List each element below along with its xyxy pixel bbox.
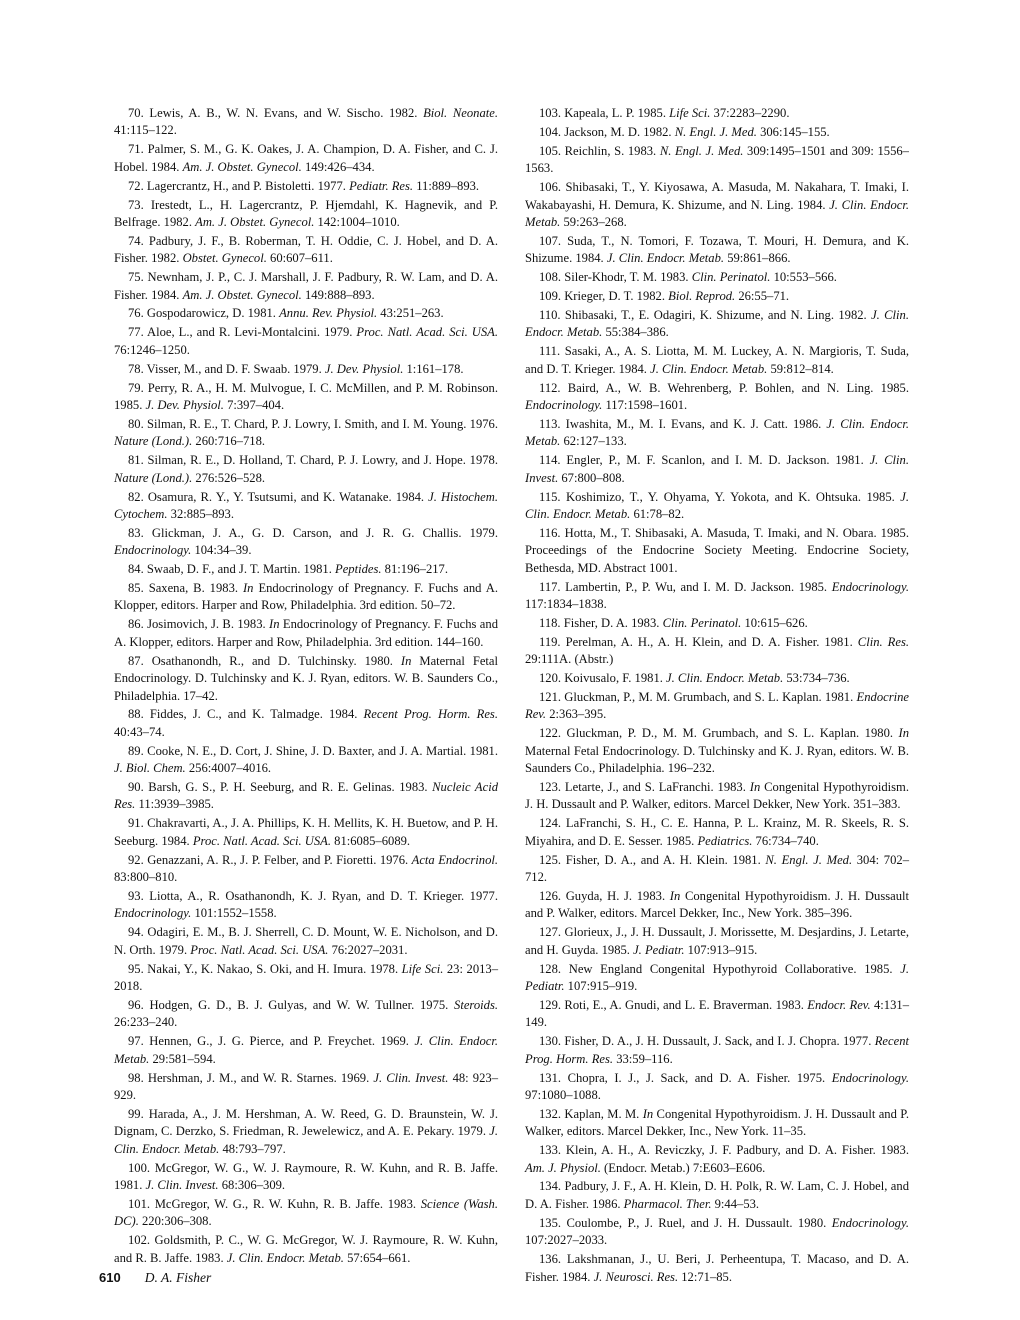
reference-citation: 60:607–611. bbox=[266, 251, 333, 266]
reference-journal: In bbox=[242, 581, 254, 596]
reference-journal: Life Sci. bbox=[669, 106, 711, 120]
references-left-column bbox=[114, 105, 498, 1269]
reference-text: 119. Perelman, A. H., A. H. Klein, and D. A. Fisher. 1981. bbox=[539, 634, 858, 649]
reference-citation: 81:196–217. bbox=[381, 562, 448, 577]
reference-citation: 32:885–893. bbox=[167, 506, 234, 521]
reference-journal: Pharmacol. Ther. bbox=[623, 1196, 712, 1211]
reference-citation: Endocrinology of Pregnancy. F. Fuchs and A. Klopper, editors. Harper and Row, Philadelphia. 3rd edition. 144–160. bbox=[114, 617, 498, 649]
reference-citation: 23: 2013–2018. bbox=[114, 961, 499, 993]
reference-citation: 62:127–133. bbox=[560, 434, 627, 449]
reference-journal: Endocrinology. bbox=[525, 398, 603, 412]
reference-text: 104. Jackson, M. D. 1982. bbox=[539, 124, 675, 139]
reference-entry bbox=[525, 725, 909, 777]
reference-text: 107. Suda, T., N. Tomori, F. Tozawa, T. Mouri, H. Demura, and K. Shizume. 1984. bbox=[525, 233, 909, 266]
reference-entry bbox=[525, 1215, 909, 1250]
reference-citation: 4:131–149. bbox=[525, 997, 909, 1030]
reference-text: 99. Harada, A., J. M. Hershman, A. W. Reed, G. D. Braunstein, W. J. Dignam, C. Derzko, S. Friedman, R. Jewelewicz, and A. E. Pekary. 1979. bbox=[114, 1106, 498, 1139]
reference-journal: In bbox=[642, 1106, 654, 1121]
reference-text: 122. Gluckman, P. D., M. M. Grumbach, and S. L. Kaplan. 1980. bbox=[539, 726, 899, 741]
reference-citation: 40:43–74. bbox=[114, 724, 165, 739]
reference-text: 134. Padbury, J. F., A. H. Klein, D. H. Polk, R. W. Lam, C. J. Hobel, and D. A. Fisher. 1986. bbox=[525, 1179, 909, 1211]
reference-text: 90. Barsh, G. S., P. H. Seeburg, and R. E. Gelinas. 1983. bbox=[128, 780, 433, 795]
reference-journal: Biol. Neonate. bbox=[423, 106, 498, 120]
reference-citation: 33:59–116. bbox=[613, 1051, 673, 1066]
reference-entry bbox=[114, 888, 498, 923]
reference-entry bbox=[525, 452, 909, 487]
reference-journal: In bbox=[669, 888, 681, 903]
reference-journal: Clin. Res. bbox=[857, 634, 910, 649]
reference-entry bbox=[525, 579, 909, 614]
reference-journal: J. Histochem. Cytochem. bbox=[114, 489, 498, 521]
reference-text: 132. Kaplan, M. M. bbox=[539, 1106, 643, 1121]
reference-entry bbox=[525, 1106, 909, 1141]
reference-entry bbox=[525, 997, 909, 1032]
reference-entry bbox=[114, 105, 498, 140]
reference-text: 93. Liotta, A., R. Osathanondh, K. J. Ryan, and D. T. Krieger. 1977. bbox=[128, 888, 498, 903]
reference-text: 88. Fiddes, J. C., and K. Talmadge. 1984. bbox=[128, 707, 364, 722]
reference-citation: Maternal Fetal Endocrinology. D. Tulchinsky and K. J. Ryan, editors. W. B. Saunders Co., Philadelphia. 17–42. bbox=[114, 653, 498, 703]
reference-journal: Endocrine Rev. bbox=[525, 690, 909, 722]
reference-text: 126. Guyda, H. J. 1983. bbox=[539, 888, 670, 903]
reference-entry bbox=[114, 580, 498, 615]
reference-journal: J. Clin. Endocr. Metab. bbox=[525, 307, 909, 340]
reference-entry bbox=[114, 178, 498, 195]
reference-text: 130. Fisher, D. A., J. H. Dussault, J. Sack, and I. J. Chopra. 1977. bbox=[539, 1034, 875, 1049]
reference-text: 105. Reichlin, S. 1983. bbox=[539, 143, 660, 158]
reference-entry bbox=[525, 1178, 909, 1213]
reference-citation: 48: 923–929. bbox=[114, 1070, 498, 1102]
reference-journal: Recent Prog. Horm. Res. bbox=[525, 1034, 909, 1066]
reference-citation: 2:363–395. bbox=[546, 707, 607, 722]
reference-entry bbox=[114, 1196, 498, 1231]
reference-entry bbox=[525, 380, 909, 415]
reference-entry bbox=[525, 179, 909, 231]
reference-entry bbox=[114, 1070, 498, 1105]
reference-text: 131. Chopra, I. J., J. Sack, and D. A. Fisher. 1975. bbox=[539, 1070, 832, 1085]
reference-entry bbox=[525, 288, 909, 305]
reference-entry bbox=[525, 105, 909, 122]
reference-journal: J. Clin. Endocr. Metab. bbox=[525, 489, 909, 521]
reference-journal: Endocrinology. bbox=[114, 906, 192, 921]
reference-entry bbox=[525, 416, 909, 451]
reference-citation: Congenital Hypothyroidism. J. H. Dussault and P. Walker, editors. Marcel Dekker, New York. 351–383. bbox=[525, 780, 909, 812]
reference-citation: 59:861–866. bbox=[724, 251, 791, 266]
reference-journal: Endocrinology. bbox=[831, 1070, 909, 1085]
reference-text: 103. Kapeala, L. P. 1985. bbox=[539, 106, 670, 120]
reference-entry bbox=[114, 269, 498, 304]
reference-citation: 7:397–404. bbox=[223, 398, 285, 412]
reference-journal: J. Clin. Invest. bbox=[145, 1177, 219, 1192]
reference-citation: 68:306–309. bbox=[218, 1177, 286, 1192]
reference-journal: J. Clin. Endocr. Metab. bbox=[525, 197, 909, 229]
reference-journal: Am. J. Obstet. Gynecol. bbox=[195, 214, 315, 229]
reference-text: 94. Odagiri, E. M., B. J. Sherrell, C. D. Mount, W. E. Nicholson, and D. N. Orth. 1979. bbox=[114, 925, 498, 957]
reference-citation: Congenital Hypothyroidism. J. H. Dussault and P. Walker, editors. Marcel Dekker, Inc., New York. 11–35. bbox=[525, 1106, 909, 1139]
reference-text: 74. Padbury, J. F., B. Roberman, T. H. Oddie, C. J. Hobel, and D. A. Fisher. 1982. bbox=[114, 233, 498, 266]
reference-journal: J. Biol. Chem. bbox=[114, 761, 186, 776]
reference-entry bbox=[114, 1160, 498, 1195]
reference-text: 118. Fisher, D. A. 1983. bbox=[539, 615, 663, 630]
reference-citation: 11:889–893. bbox=[413, 178, 480, 193]
reference-journal: Recent Prog. Horm. Res. bbox=[363, 707, 498, 722]
reference-entry bbox=[114, 525, 498, 560]
page-number: 610 bbox=[99, 1270, 121, 1285]
reference-journal: Nature (Lond.). bbox=[114, 434, 193, 449]
reference-journal: J. Clin. Endocr. Metab. bbox=[114, 1124, 498, 1156]
reference-entry bbox=[525, 343, 909, 378]
reference-entry bbox=[114, 924, 498, 959]
reference-citation: 149:888–893. bbox=[301, 287, 375, 302]
reference-entry bbox=[525, 124, 909, 141]
reference-text: 121. Gluckman, P., M. M. Grumbach, and S. L. Kaplan. 1981. bbox=[539, 690, 857, 704]
reference-journal: Endocr. Rev. bbox=[807, 997, 871, 1012]
reference-entry bbox=[525, 615, 909, 632]
reference-entry bbox=[114, 997, 498, 1032]
reference-text: 124. LaFranchi, S. H., C. E. Hanna, P. L. Krainz, M. R. Skeels, R. S. Miyahira, and D. E. Sesser. 1985. bbox=[525, 816, 909, 848]
reference-journal: J. Clin. Invest. bbox=[373, 1070, 449, 1085]
reference-entry bbox=[114, 361, 498, 378]
reference-entry bbox=[114, 815, 498, 850]
reference-journal: J. Pediatr. bbox=[525, 961, 909, 993]
reference-entry bbox=[525, 307, 909, 342]
reference-entry bbox=[525, 143, 909, 178]
reference-journal: Am. J. Obstet. Gynecol. bbox=[182, 159, 302, 174]
reference-text: 72. Lagercrantz, H., and P. Bistoletti. 1977. bbox=[128, 178, 350, 193]
reference-entry bbox=[114, 616, 498, 651]
reference-entry bbox=[114, 1232, 498, 1267]
reference-text: 76. Gospodarowicz, D. 1981. bbox=[128, 306, 280, 321]
reference-citation: 306:145–155. bbox=[756, 124, 830, 139]
reference-journal: In bbox=[749, 780, 761, 795]
reference-text: 115. Koshimizo, T., Y. Ohyama, Y. Yokota, and K. Ohtsuka. 1985. bbox=[539, 489, 901, 504]
reference-entry bbox=[114, 561, 498, 578]
reference-entry bbox=[525, 634, 909, 669]
reference-journal: Obstet. Gynecol. bbox=[182, 251, 267, 266]
reference-text: 87. Osathanondh, R., and D. Tulchinsky. 1980. bbox=[128, 653, 401, 668]
reference-entry bbox=[114, 324, 498, 359]
reference-journal: N. Engl. J. Med. bbox=[674, 124, 757, 139]
reference-text: 108. Siler-Khodr, T. M. 1983. bbox=[539, 270, 692, 285]
reference-citation: 29:111A. (Abstr.) bbox=[525, 652, 614, 667]
reference-text: 95. Nakai, Y., K. Nakao, S. Oki, and H. Imura. 1978. bbox=[128, 961, 402, 976]
reference-entry bbox=[525, 815, 909, 850]
reference-entry bbox=[525, 852, 909, 887]
reference-journal: Endocrinology. bbox=[831, 579, 909, 594]
reference-journal: Clin. Perinatol. bbox=[691, 270, 771, 285]
reference-journal: N. Engl. J. Med. bbox=[765, 852, 853, 867]
reference-citation: 107:913–915. bbox=[684, 942, 758, 957]
reference-entry bbox=[114, 743, 498, 778]
reference-entry bbox=[114, 961, 498, 996]
reference-entry bbox=[114, 233, 498, 268]
reference-text: 114. Engler, P., M. F. Scanlon, and I. M. D. Jackson. 1981. bbox=[539, 453, 870, 468]
reference-journal: Peptides. bbox=[335, 562, 382, 577]
reference-text: 75. Newnham, J. P., C. J. Marshall, J. F. Padbury, R. W. Lam, and D. A. Fisher. 1984. bbox=[114, 270, 498, 302]
reference-citation: 142:1004–1010. bbox=[314, 214, 400, 229]
reference-citation: 1:161–178. bbox=[403, 361, 464, 376]
reference-text: 91. Chakravarti, A., J. A. Phillips, K. H. Mellits, K. H. Buetow, and P. H. Seeburg. 1984. bbox=[114, 816, 498, 848]
reference-text: 70. Lewis, A. B., W. N. Evans, and W. Sischo. 1982. bbox=[128, 106, 424, 120]
reference-entry bbox=[114, 380, 498, 415]
reference-journal: Pediatrics. bbox=[697, 833, 753, 848]
reference-text: 82. Osamura, R. Y., Y. Tsutsumi, and K. Watanake. 1984. bbox=[128, 489, 429, 504]
reference-citation: 104:34–39. bbox=[191, 543, 252, 558]
reference-journal: Life Sci. bbox=[401, 961, 444, 976]
reference-entry bbox=[525, 1033, 909, 1068]
reference-text: 129. Roti, E., A. Gnudi, and L. E. Braverman. 1983. bbox=[539, 997, 808, 1012]
reference-text: 120. Koivusalo, F. 1981. bbox=[539, 671, 667, 686]
reference-citation: 76:1246–1250. bbox=[114, 342, 190, 357]
reference-journal: N. Engl. J. Med. bbox=[659, 143, 744, 158]
reference-text: 113. Iwashita, M., M. I. Evans, and K. J. Catt. 1986. bbox=[539, 416, 827, 431]
reference-text: 100. McGregor, W. G., W. J. Raymoure, R. W. Kuhn, and R. B. Jaffe. 1981. bbox=[114, 1160, 498, 1192]
reference-citation: 256:4007–4016. bbox=[185, 761, 272, 776]
reference-citation: 57:654–661. bbox=[343, 1250, 411, 1265]
reference-text: 101. McGregor, W. G., R. W. Kuhn, R. B. Jaffe. 1983. bbox=[128, 1196, 421, 1211]
reference-journal: Nature (Lond.). bbox=[114, 470, 193, 485]
page-footer bbox=[99, 1270, 211, 1286]
reference-citation: 304: 702–712. bbox=[525, 852, 909, 885]
reference-text: 77. Aloe, L., and R. Levi-Montalcini. 1979. bbox=[128, 325, 357, 340]
reference-journal: Endocrinology. bbox=[114, 543, 192, 558]
reference-entry bbox=[114, 1106, 498, 1158]
reference-citation: 76:734–740. bbox=[752, 833, 819, 848]
reference-citation: 83:800–810. bbox=[114, 870, 178, 885]
reference-citation: 309:1495–1501 and 309: 1556–1563. bbox=[525, 143, 909, 176]
reference-entry bbox=[525, 1251, 909, 1286]
reference-citation: 53:734–736. bbox=[783, 671, 850, 686]
reference-journal: J. Pediatr. bbox=[633, 942, 685, 957]
reference-citation: 48:793–797. bbox=[219, 1141, 286, 1156]
reference-journal: Annu. Rev. Physiol. bbox=[279, 306, 378, 321]
reference-citation: 26:233–240. bbox=[114, 1015, 178, 1030]
reference-journal: Proc. Natl. Acad. Sci. USA. bbox=[192, 833, 331, 848]
reference-citation: 81:6085–6089. bbox=[331, 833, 411, 848]
reference-text: 96. Hodgen, G. D., B. J. Gulyas, and W. W. Tullner. 1975. bbox=[128, 997, 455, 1012]
reference-text: 80. Silman, R. E., T. Chard, P. J. Lowry, I. Smith, and I. M. Young. 1976. bbox=[128, 416, 498, 431]
reference-journal: J. Clin. Endocr. Metab. bbox=[606, 251, 725, 266]
reference-journal: J. Dev. Physiol. bbox=[145, 398, 224, 412]
reference-text: 79. Perry, R. A., H. M. Mulvogue, I. C. McMillen, and P. M. Robinson. 1985. bbox=[114, 380, 498, 412]
reference-citation: Endocrinology of Pregnancy. F. Fuchs and A. Klopper, editors. Harper and Row, Philadelphia. 3rd edition. 50–72. bbox=[114, 581, 498, 613]
reference-text: 136. Lakshmanan, J., U. Beri, J. Perheentupa, T. Macaso, and D. A. Fisher. 1984. bbox=[525, 1252, 909, 1284]
reference-journal: Acta Endocrinol. bbox=[411, 852, 499, 867]
reference-entry bbox=[525, 689, 909, 724]
reference-journal: J. Clin. Endocr. Metab. bbox=[114, 1034, 498, 1066]
reference-text: 116. Hotta, M., T. Shibasaki, A. Masuda, T. Imaki, and N. Obara. 1985. Proceedings of the Endocrine Society Meeting. Endocrine Society, Bethesda, MD. Abstract 1001. bbox=[525, 525, 909, 575]
reference-journal: Nucleic Acid Res. bbox=[114, 780, 498, 812]
reference-journal: J. Clin. Endocr. Metab. bbox=[666, 671, 784, 686]
reference-citation: 61:78–82. bbox=[630, 506, 685, 521]
reference-citation: 59:263–268. bbox=[560, 214, 627, 229]
reference-citation: (Endocr. Metab.) 7:E603–E606. bbox=[600, 1160, 766, 1175]
reference-entry bbox=[114, 706, 498, 741]
reference-entry bbox=[525, 670, 909, 687]
reference-citation: 276:526–528. bbox=[192, 470, 266, 485]
reference-citation: 29:581–594. bbox=[149, 1051, 216, 1066]
reference-citation: 97:1080–1088. bbox=[525, 1087, 601, 1102]
reference-entry bbox=[114, 141, 498, 176]
reference-text: 85. Saxena, B. 1983. bbox=[128, 581, 243, 596]
reference-journal: In bbox=[400, 653, 412, 668]
reference-citation: 12:71–85. bbox=[678, 1269, 732, 1284]
reference-citation: 9:44–53. bbox=[711, 1196, 760, 1211]
reference-citation: 67:800–808. bbox=[558, 470, 625, 485]
reference-journal: Biol. Reprod. bbox=[668, 289, 736, 304]
reference-entry bbox=[525, 779, 909, 814]
reference-text: 109. Krieger, D. T. 1982. bbox=[539, 289, 669, 304]
reference-journal: Science (Wash. DC). bbox=[114, 1196, 498, 1229]
reference-citation: 26:55–71. bbox=[735, 289, 790, 304]
reference-entry bbox=[525, 1142, 909, 1177]
reference-entry bbox=[525, 888, 909, 923]
reference-journal: J. Clin. Invest. bbox=[525, 453, 909, 485]
reference-entry bbox=[114, 416, 498, 451]
reference-text: 128. New England Congenital Hypothyroid Collaborative. 1985. bbox=[539, 961, 901, 976]
reference-entry bbox=[525, 525, 909, 577]
reference-journal: J. Clin. Endocr. Metab. bbox=[226, 1250, 344, 1265]
reference-text: 127. Glorieux, J., J. H. Dussault, J. Morissette, M. Desjardins, J. Letarte, and H. Guyda. 1985. bbox=[525, 925, 909, 957]
reference-text: 89. Cooke, N. E., D. Cort, J. Shine, J. D. Baxter, and J. A. Martial. 1981. bbox=[128, 743, 498, 758]
reference-text: 86. Josimovich, J. B. 1983. bbox=[128, 617, 270, 632]
reference-journal: J. Neurosci. Res. bbox=[593, 1269, 679, 1284]
reference-citation: 59:812–814. bbox=[767, 361, 834, 376]
reference-text: 106. Shibasaki, T., Y. Kiyosawa, A. Masuda, M. Nakahara, T. Imaki, I. Wakabayashi, H. Demura, K. Shizume, and N. Ling. 1984. bbox=[525, 180, 909, 212]
reference-journal: J. Clin. Endocr. Metab. bbox=[525, 416, 909, 449]
reference-journal: In bbox=[898, 726, 909, 741]
reference-text: 123. Letarte, J., and S. LaFranchi. 1983. bbox=[539, 780, 750, 795]
reference-entry bbox=[114, 452, 498, 487]
reference-text: 83. Glickman, J. A., G. D. Carson, and J. R. G. Challis. 1979. bbox=[128, 525, 498, 540]
reference-citation: 101:1552–1558. bbox=[191, 906, 277, 921]
reference-entry bbox=[525, 489, 909, 524]
reference-entry bbox=[525, 924, 909, 959]
reference-citation: 117:1834–1838. bbox=[525, 596, 607, 611]
reference-entry bbox=[525, 961, 909, 996]
reference-citation: 11:3939–3985. bbox=[135, 797, 214, 812]
reference-citation: 117:1598–1601. bbox=[602, 398, 688, 412]
reference-citation: 220:306–308. bbox=[138, 1214, 212, 1229]
reference-journal: Am. J. Obstet. Gynecol. bbox=[182, 287, 302, 302]
reference-citation: 260:716–718. bbox=[192, 434, 266, 449]
running-author: D. A. Fisher bbox=[144, 1270, 212, 1285]
reference-text: 117. Lambertin, P., P. Wu, and I. M. D. Jackson. 1985. bbox=[539, 579, 832, 594]
reference-text: 135. Coulombe, P., J. Ruel, and J. H. Dussault. 1980. bbox=[539, 1215, 832, 1230]
reference-text: 84. Swaab, D. F., and J. T. Martin. 1981. bbox=[128, 562, 336, 577]
reference-text: 73. Irestedt, L., H. Lagercrantz, P. Hjemdahl, K. Hagnevik, and P. Belfrage. 1982. bbox=[114, 197, 498, 229]
reference-entry bbox=[114, 305, 498, 322]
reference-text: 125. Fisher, D. A., and A. H. Klein. 1981. bbox=[539, 852, 766, 867]
reference-journal: Proc. Natl. Acad. Sci. USA. bbox=[190, 942, 329, 957]
reference-citation: Congenital Hypothyroidism. J. H. Dussault and P. Walker, editors. Marcel Dekker, Inc., New York. 385–396. bbox=[525, 888, 909, 921]
reference-entry bbox=[114, 653, 498, 705]
reference-citation: 10:553–566. bbox=[770, 270, 837, 285]
reference-citation: 107:2027–2033. bbox=[525, 1233, 608, 1248]
reference-entry bbox=[114, 852, 498, 887]
reference-text: 71. Palmer, S. M., G. K. Oakes, J. A. Champion, D. A. Fisher, and C. J. Hobel. 1984. bbox=[114, 142, 498, 174]
references-right-column bbox=[525, 105, 909, 1287]
reference-journal: In bbox=[269, 617, 280, 632]
reference-citation: Maternal Fetal Endocrinology. D. Tulchinsky and K. J. Ryan, editors. W. B. Saunders Co., Philadelphia. 196–232. bbox=[525, 743, 909, 776]
reference-journal: Clin. Perinatol. bbox=[662, 615, 742, 630]
reference-journal: Pediatr. Res. bbox=[349, 178, 414, 193]
reference-text: 111. Sasaki, A., A. S. Liotta, M. M. Luckey, A. N. Margioris, T. Suda, and D. T. Krieger. 1984. bbox=[525, 344, 909, 376]
reference-entry bbox=[525, 1070, 909, 1105]
reference-citation: 55:384–386. bbox=[602, 325, 669, 340]
reference-entry bbox=[114, 779, 498, 814]
reference-text: 102. Goldsmith, P. C., W. G. McGregor, W. J. Raymoure, R. W. Kuhn, and R. B. Jaffe. 1983. bbox=[114, 1233, 498, 1265]
reference-citation: 37:2283–2290. bbox=[710, 106, 790, 120]
reference-text: 112. Baird, A., W. B. Wehrenberg, P. Bohlen, and N. Ling. 1985. bbox=[539, 380, 909, 395]
reference-text: 98. Hershman, J. M., and W. R. Starnes. 1969. bbox=[128, 1070, 374, 1085]
reference-text: 133. Klein, A. H., A. Reviczky, J. F. Padbury, and D. A. Fisher. 1983. bbox=[539, 1143, 909, 1158]
reference-text: 92. Genazzani, A. R., J. P. Felber, and P. Fioretti. 1976. bbox=[128, 852, 412, 867]
reference-text: 110. Shibasaki, T., E. Odagiri, K. Shizume, and N. Ling. 1982. bbox=[539, 307, 872, 322]
reference-entry bbox=[114, 489, 498, 524]
reference-journal: Proc. Natl. Acad. Sci. USA. bbox=[356, 325, 498, 340]
reference-entry bbox=[525, 233, 909, 268]
reference-entry bbox=[525, 269, 909, 286]
reference-journal: J. Dev. Physiol. bbox=[324, 361, 404, 376]
reference-citation: 107:915–919. bbox=[564, 979, 638, 993]
reference-journal: Steroids. bbox=[454, 997, 498, 1012]
reference-citation: 76:2027–2031. bbox=[328, 942, 408, 957]
reference-citation: 43:251–263. bbox=[377, 306, 444, 321]
reference-journal: Endocrinology. bbox=[831, 1215, 909, 1230]
reference-citation: 149:426–434. bbox=[301, 159, 375, 174]
reference-citation: 10:615–626. bbox=[741, 615, 808, 630]
reference-text: 81. Silman, R. E., D. Holland, T. Chard, P. J. Lowry, and J. Hope. 1978. bbox=[128, 453, 498, 468]
reference-journal: J. Clin. Endocr. Metab. bbox=[650, 361, 768, 376]
reference-entry bbox=[114, 197, 498, 232]
reference-citation: 41:115–122. bbox=[114, 123, 177, 138]
reference-text: 97. Hennen, G., J. G. Pierce, and P. Freychet. 1969. bbox=[128, 1034, 415, 1049]
reference-text: 78. Visser, M., and D. F. Swaab. 1979. bbox=[128, 361, 325, 376]
reference-journal: Am. J. Physiol. bbox=[525, 1160, 601, 1175]
reference-entry bbox=[114, 1033, 498, 1068]
